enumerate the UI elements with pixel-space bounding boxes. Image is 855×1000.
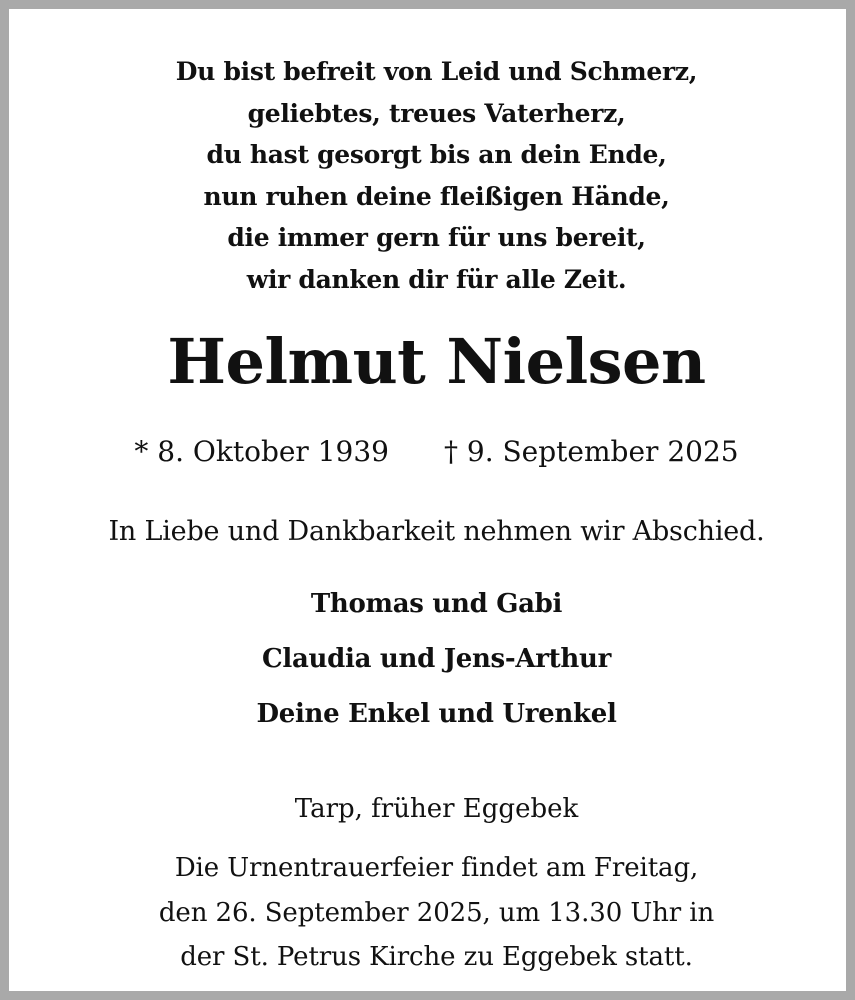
poem-line: die immer gern für uns bereit, <box>227 223 646 252</box>
life-dates <box>9 430 855 474</box>
death-date: † 9. September 2025 <box>443 435 739 468</box>
deceased-name: Helmut Nielsen <box>167 325 706 398</box>
service-line: der St. Petrus Kirche zu Eggebek statt. <box>180 942 693 972</box>
poem-line: geliebtes, treues Vaterherz, <box>247 98 626 128</box>
mourners-list <box>9 577 855 742</box>
service-notice <box>9 846 855 980</box>
service-line: Die Urnentrauerfeier findet am Freitag, <box>174 853 699 883</box>
service-line: den 26. September 2025, um 13.30 Uhr in <box>158 897 715 928</box>
poem <box>9 51 855 300</box>
place-text: Tarp, früher Eggebek <box>294 794 579 824</box>
poem-line: nun ruhen deine fleißigen Hände, <box>203 181 670 211</box>
poem-line: wir danken dir für alle Zeit. <box>246 264 627 294</box>
mourner-entry: Thomas und Gabi <box>310 589 563 619</box>
poem-line: Du bist befreit von Leid und Schmerz, <box>175 57 698 86</box>
mourner-entry: Claudia und Jens-Arthur <box>262 644 611 674</box>
poem-line: du hast gesorgt bis an dein Ende, <box>206 140 667 169</box>
birth-date: * 8. Oktober 1939 <box>134 435 389 468</box>
mourner-entry: Deine Enkel und Urenkel <box>256 699 617 729</box>
farewell-text: In Liebe und Dankbarkeit nehmen wir Abschied. <box>108 516 765 547</box>
